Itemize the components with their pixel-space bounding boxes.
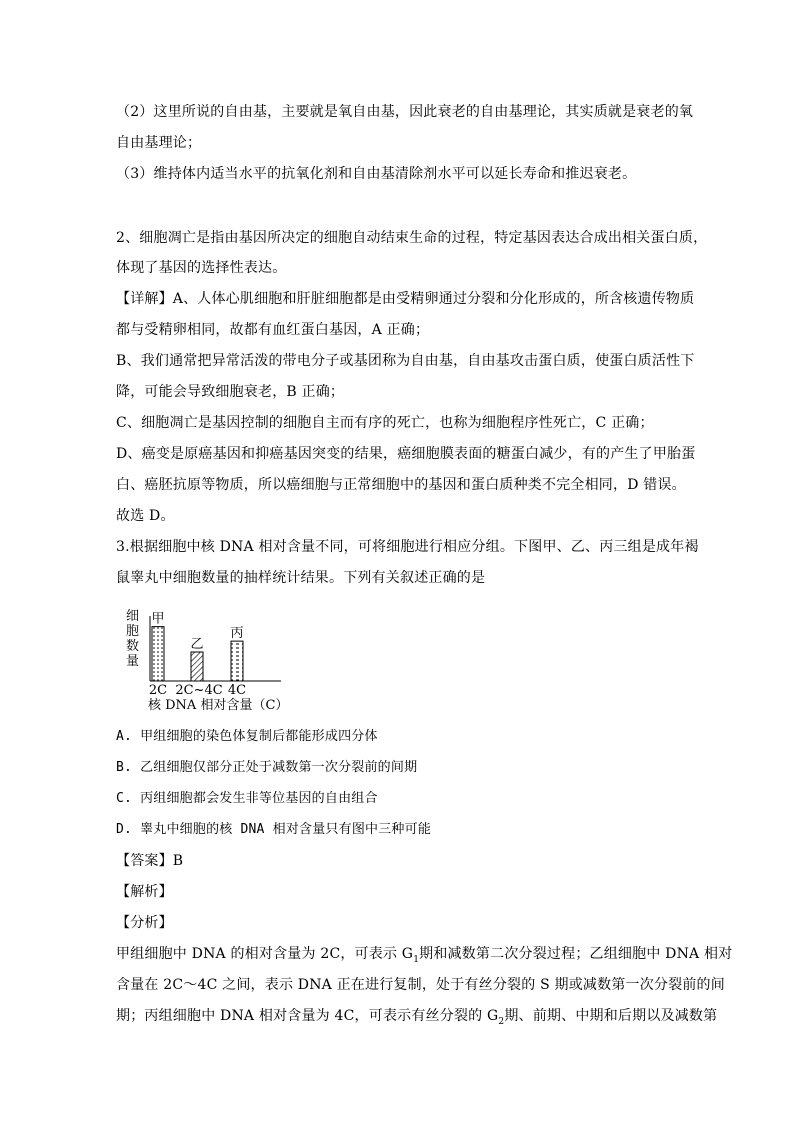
text-line: 降，可能会导致细胞衰老，B 正确； (116, 384, 345, 400)
text-line: 【详解】A、人体心肌细胞和肝脏细胞都是由受精卵通过分裂和分化形成的，所含核遗传物质 (116, 291, 695, 307)
text-line: （2）这里所说的自由基，主要就是氧自由基，因此衰老的自由基理论，其实质就是衰老的氧 (116, 104, 694, 120)
option-d: D. 睾丸中细胞的核 DNA 相对含量只有图中三种可能 (116, 822, 432, 837)
text-line: C、细胞凋亡是基因控制的细胞自主而有序的死亡，也称为细胞程序性死亡，C 正确； (116, 415, 654, 431)
analysis-text: 甲组细胞中 DNA 的相对含量为 2C，可表示 G (116, 946, 414, 962)
analysis-line (116, 1006, 717, 1026)
x-tick-label: 2C (148, 683, 168, 698)
answer-label: 【答案】B (116, 853, 184, 869)
text-line: D、癌变是原癌基因和抑癌基因突变的结果，癌细胞膜表面的糖蛋白减少，有的产生了甲胎蛋 (116, 446, 696, 462)
chart-y-label: 细胞数量 (126, 609, 140, 669)
bar-4C (231, 641, 243, 681)
fenxi-heading: 【分析】 (116, 915, 173, 931)
question-3-stem: 鼠睾丸中细胞数量的抽样统计结果。下列有关叙述正确的是 (116, 570, 486, 586)
text-line: 白、癌胚抗原等物质，所以癌细胞与正常细胞中的基因和蛋白质种类不完全相同，D 错误。 (116, 477, 686, 493)
chart-x-label: 核 DNA 相对含量（C） (148, 698, 289, 713)
bar-label: 丙 (230, 626, 244, 642)
analysis-text: 期；丙组细胞中 DNA 相对含量为 4C，可表示有丝分裂的 G (116, 1008, 499, 1024)
analysis-text: 期和减数第二次分裂过程；乙组细胞中 DNA 相对 (419, 946, 733, 962)
bar-label: 乙 (190, 637, 204, 652)
bar-2C~4C (191, 652, 203, 681)
question-3-stem: 3.根据细胞中核 DNA 相对含量不同，可将细胞进行相应分组。下图甲、乙、丙三组是成年褐 (116, 539, 699, 555)
bar-2C (152, 627, 164, 681)
dna-content-bar-chart (116, 606, 316, 714)
text-line: 故选 D。 (116, 508, 175, 524)
text-line: 体现了基因的选择性表达。 (116, 260, 287, 276)
analysis-line: 含量在 2C～4C 之间，表示 DNA 正在进行复制，处于有丝分裂的 S 期或减数第一次分裂前的间 (116, 977, 725, 993)
x-tick-label: 4C (227, 683, 247, 698)
text-line: （3）维持体内适当水平的抗氧化剂和自由基清除剂水平可以延长寿命和推迟衰老。 (116, 166, 637, 182)
text-line: 都与受精卵相同，故都有血红蛋白基因，A 正确； (116, 322, 430, 338)
x-tick-label: 2C~4C (175, 683, 223, 698)
text-line: B、我们通常把异常活泼的带电分子或基团称为自由基，自由基攻击蛋白质，使蛋白质活性下 (116, 353, 695, 369)
option-a: A. 甲组细胞的染色体复制后都能形成四分体 (116, 729, 378, 744)
option-b: B. 乙组细胞仅部分正处于减数第一次分裂前的间期 (116, 760, 418, 775)
analysis-heading: 【解析】 (116, 884, 173, 900)
option-c: C. 丙组细胞都会发生非等位基因的自由组合 (116, 791, 378, 806)
bar-label: 甲 (151, 611, 165, 627)
analysis-line (116, 944, 732, 964)
text-line: 2、细胞凋亡是指由基因所决定的细胞自动结束生命的过程，特定基因表达合成出相关蛋白质， (116, 230, 708, 246)
subscript: 1 (413, 954, 420, 965)
text-line: 自由基理论； (116, 135, 202, 151)
analysis-text: 期、前期、中期和后期以及减数第 (504, 1008, 718, 1024)
subscript: 2 (498, 1016, 505, 1027)
